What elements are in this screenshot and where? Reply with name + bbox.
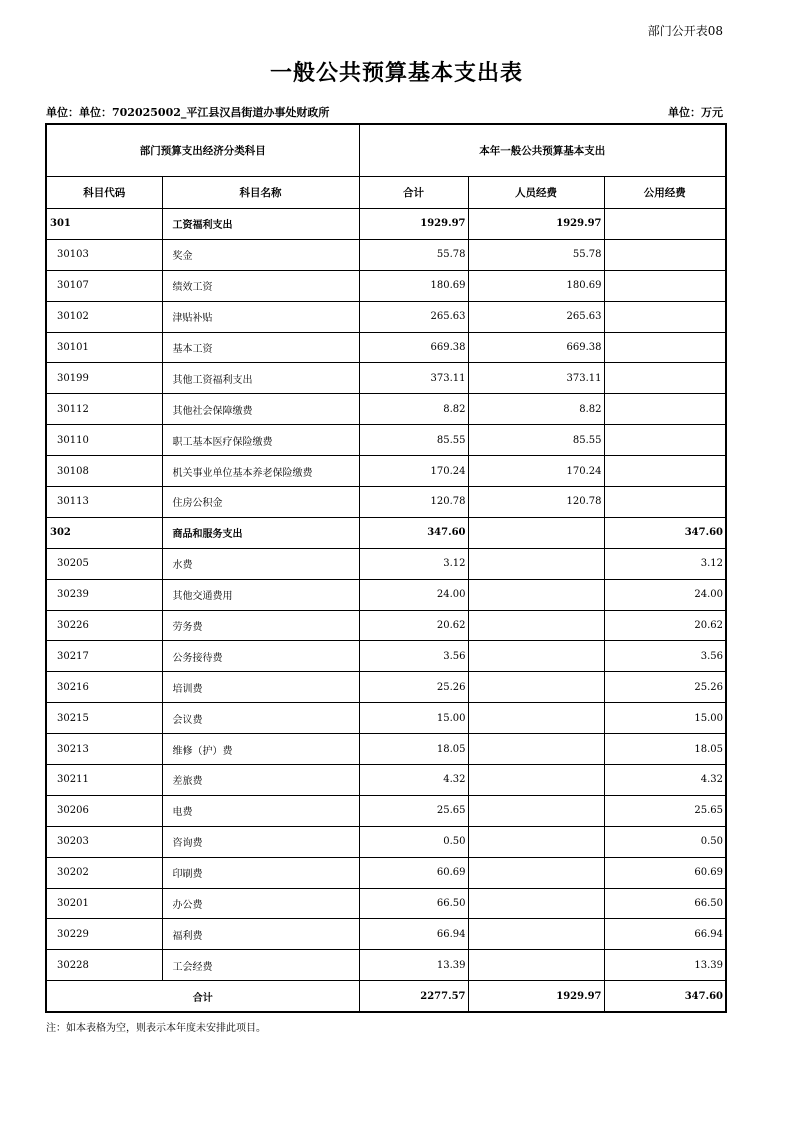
cell-code: 302 bbox=[46, 517, 162, 548]
table-row bbox=[46, 919, 726, 950]
cell-personnel bbox=[468, 888, 604, 919]
cell-public: 18.05 bbox=[604, 734, 726, 765]
cell-public bbox=[604, 487, 726, 518]
cell-code: 30203 bbox=[46, 826, 162, 857]
table-row bbox=[46, 888, 726, 919]
cell-public bbox=[604, 456, 726, 487]
cell-name: 工资福利支出 bbox=[162, 209, 359, 240]
cell-total: 0.50 bbox=[359, 826, 468, 857]
cell-total: 25.65 bbox=[359, 795, 468, 826]
table-row bbox=[46, 765, 726, 796]
cell-public: 4.32 bbox=[604, 765, 726, 796]
cell-total: 347.60 bbox=[359, 517, 468, 548]
cell-public: 0.50 bbox=[604, 826, 726, 857]
table-column-header-row bbox=[46, 177, 726, 209]
table-row bbox=[46, 548, 726, 579]
table-row bbox=[46, 703, 726, 734]
cell-total: 669.38 bbox=[359, 332, 468, 363]
cell-total: 8.82 bbox=[359, 394, 468, 425]
cell-public: 25.26 bbox=[604, 672, 726, 703]
cell-total: 15.00 bbox=[359, 703, 468, 734]
cell-personnel: 85.55 bbox=[468, 425, 604, 456]
cell-personnel: 265.63 bbox=[468, 301, 604, 332]
table-row bbox=[46, 301, 726, 332]
table-row bbox=[46, 857, 726, 888]
cell-total: 66.94 bbox=[359, 919, 468, 950]
cell-total: 3.12 bbox=[359, 548, 468, 579]
cell-total: 18.05 bbox=[359, 734, 468, 765]
cell-name: 职工基本医疗保险缴费 bbox=[162, 425, 359, 456]
cell-personnel bbox=[468, 703, 604, 734]
table-row bbox=[46, 641, 726, 672]
cell-code: 30213 bbox=[46, 734, 162, 765]
unit-label: 单位：单位：702025002_平江县汉昌街道办事处财政所 bbox=[46, 106, 330, 119]
cell-name: 印刷费 bbox=[162, 857, 359, 888]
cell-name: 会议费 bbox=[162, 703, 359, 734]
cell-public: 13.39 bbox=[604, 950, 726, 981]
cell-total: 60.69 bbox=[359, 857, 468, 888]
cell-personnel bbox=[468, 641, 604, 672]
cell-name: 福利费 bbox=[162, 919, 359, 950]
cell-personnel bbox=[468, 579, 604, 610]
table-row bbox=[46, 270, 726, 301]
cell-name: 津贴补贴 bbox=[162, 301, 359, 332]
table-row bbox=[46, 487, 726, 518]
total-public: 347.60 bbox=[604, 981, 726, 1013]
cell-code: 30217 bbox=[46, 641, 162, 672]
cell-public: 66.50 bbox=[604, 888, 726, 919]
cell-code: 30205 bbox=[46, 548, 162, 579]
total-personnel: 1929.97 bbox=[468, 981, 604, 1013]
cell-name: 办公费 bbox=[162, 888, 359, 919]
cell-public: 60.69 bbox=[604, 857, 726, 888]
cell-personnel bbox=[468, 517, 604, 548]
cell-total: 55.78 bbox=[359, 239, 468, 270]
cell-personnel bbox=[468, 734, 604, 765]
cell-public: 24.00 bbox=[604, 579, 726, 610]
header-code: 科目代码 bbox=[46, 177, 162, 209]
cell-personnel: 180.69 bbox=[468, 270, 604, 301]
table-row bbox=[46, 734, 726, 765]
cell-name: 基本工资 bbox=[162, 332, 359, 363]
cell-code: 30226 bbox=[46, 610, 162, 641]
cell-total: 4.32 bbox=[359, 765, 468, 796]
table-row bbox=[46, 425, 726, 456]
cell-code: 30108 bbox=[46, 456, 162, 487]
cell-personnel bbox=[468, 672, 604, 703]
cell-personnel bbox=[468, 610, 604, 641]
cell-total: 3.56 bbox=[359, 641, 468, 672]
cell-personnel: 1929.97 bbox=[468, 209, 604, 240]
cell-public: 3.56 bbox=[604, 641, 726, 672]
cell-total: 180.69 bbox=[359, 270, 468, 301]
cell-total: 120.78 bbox=[359, 487, 468, 518]
cell-code: 30110 bbox=[46, 425, 162, 456]
cell-personnel bbox=[468, 950, 604, 981]
cell-code: 30215 bbox=[46, 703, 162, 734]
cell-code: 30101 bbox=[46, 332, 162, 363]
cell-code: 30239 bbox=[46, 579, 162, 610]
cell-name: 其他社会保障缴费 bbox=[162, 394, 359, 425]
cell-code: 30103 bbox=[46, 239, 162, 270]
cell-name: 咨询费 bbox=[162, 826, 359, 857]
cell-name: 电费 bbox=[162, 795, 359, 826]
table-row bbox=[46, 672, 726, 703]
cell-code: 30112 bbox=[46, 394, 162, 425]
cell-public bbox=[604, 239, 726, 270]
cell-code: 30228 bbox=[46, 950, 162, 981]
cell-public bbox=[604, 332, 726, 363]
cell-name: 差旅费 bbox=[162, 765, 359, 796]
cell-name: 其他交通费用 bbox=[162, 579, 359, 610]
header-public: 公用经费 bbox=[604, 177, 726, 209]
cell-code: 30211 bbox=[46, 765, 162, 796]
cell-total: 25.26 bbox=[359, 672, 468, 703]
cell-code: 30202 bbox=[46, 857, 162, 888]
cell-personnel bbox=[468, 919, 604, 950]
cell-public: 347.60 bbox=[604, 517, 726, 548]
cell-public bbox=[604, 425, 726, 456]
cell-personnel: 373.11 bbox=[468, 363, 604, 394]
currency-unit-label: 单位：万元 bbox=[668, 106, 723, 119]
header-basic-expenditure: 本年一般公共预算基本支出 bbox=[359, 124, 726, 177]
cell-total: 170.24 bbox=[359, 456, 468, 487]
cell-total: 373.11 bbox=[359, 363, 468, 394]
cell-name: 商品和服务支出 bbox=[162, 517, 359, 548]
cell-total: 66.50 bbox=[359, 888, 468, 919]
cell-total: 1929.97 bbox=[359, 209, 468, 240]
cell-code: 30199 bbox=[46, 363, 162, 394]
total-total: 2277.57 bbox=[359, 981, 468, 1013]
cell-name: 奖金 bbox=[162, 239, 359, 270]
cell-personnel: 8.82 bbox=[468, 394, 604, 425]
cell-public bbox=[604, 301, 726, 332]
cell-code: 30102 bbox=[46, 301, 162, 332]
cell-total: 265.63 bbox=[359, 301, 468, 332]
table-row bbox=[46, 610, 726, 641]
cell-personnel: 55.78 bbox=[468, 239, 604, 270]
cell-total: 24.00 bbox=[359, 579, 468, 610]
total-label: 合计 bbox=[46, 981, 359, 1013]
table-row bbox=[46, 517, 726, 548]
cell-code: 30229 bbox=[46, 919, 162, 950]
cell-personnel bbox=[468, 857, 604, 888]
cell-personnel bbox=[468, 826, 604, 857]
cell-public bbox=[604, 209, 726, 240]
table-row bbox=[46, 332, 726, 363]
cell-code: 301 bbox=[46, 209, 162, 240]
cell-personnel: 669.38 bbox=[468, 332, 604, 363]
cell-name: 培训费 bbox=[162, 672, 359, 703]
cell-public bbox=[604, 394, 726, 425]
header-total: 合计 bbox=[359, 177, 468, 209]
table-row bbox=[46, 795, 726, 826]
cell-code: 30216 bbox=[46, 672, 162, 703]
cell-public: 20.62 bbox=[604, 610, 726, 641]
cell-personnel bbox=[468, 765, 604, 796]
cell-name: 水费 bbox=[162, 548, 359, 579]
header-personnel: 人员经费 bbox=[468, 177, 604, 209]
cell-personnel: 120.78 bbox=[468, 487, 604, 518]
cell-name: 住房公积金 bbox=[162, 487, 359, 518]
cell-personnel bbox=[468, 548, 604, 579]
cell-public: 3.12 bbox=[604, 548, 726, 579]
cell-name: 工会经费 bbox=[162, 950, 359, 981]
cell-code: 30201 bbox=[46, 888, 162, 919]
total-row bbox=[46, 981, 726, 1013]
cell-name: 绩效工资 bbox=[162, 270, 359, 301]
cell-personnel bbox=[468, 795, 604, 826]
table-row bbox=[46, 239, 726, 270]
cell-public bbox=[604, 270, 726, 301]
cell-public: 15.00 bbox=[604, 703, 726, 734]
cell-name: 劳务费 bbox=[162, 610, 359, 641]
header-economic-category: 部门预算支出经济分类科目 bbox=[46, 124, 359, 177]
table-row bbox=[46, 394, 726, 425]
cell-name: 维修（护）费 bbox=[162, 734, 359, 765]
table-row bbox=[46, 579, 726, 610]
table-group-header-row bbox=[46, 124, 726, 177]
cell-personnel: 170.24 bbox=[468, 456, 604, 487]
cell-code: 30113 bbox=[46, 487, 162, 518]
cell-total: 20.62 bbox=[359, 610, 468, 641]
page-title: 一般公共预算基本支出表 bbox=[269, 60, 523, 86]
document-number: 部门公开表08 bbox=[647, 24, 723, 38]
cell-total: 13.39 bbox=[359, 950, 468, 981]
header-name: 科目名称 bbox=[162, 177, 359, 209]
cell-name: 其他工资福利支出 bbox=[162, 363, 359, 394]
table-row bbox=[46, 826, 726, 857]
budget-table bbox=[45, 123, 727, 1013]
table-row bbox=[46, 456, 726, 487]
cell-public bbox=[604, 363, 726, 394]
cell-public: 66.94 bbox=[604, 919, 726, 950]
table-row bbox=[46, 363, 726, 394]
cell-code: 30107 bbox=[46, 270, 162, 301]
cell-total: 85.55 bbox=[359, 425, 468, 456]
footnote: 注：如本表格为空，则表示本年度未安排此项目。 bbox=[46, 1023, 266, 1034]
cell-name: 机关事业单位基本养老保险缴费 bbox=[162, 456, 359, 487]
cell-code: 30206 bbox=[46, 795, 162, 826]
table-row bbox=[46, 950, 726, 981]
table-row bbox=[46, 209, 726, 240]
cell-name: 公务接待费 bbox=[162, 641, 359, 672]
cell-public: 25.65 bbox=[604, 795, 726, 826]
